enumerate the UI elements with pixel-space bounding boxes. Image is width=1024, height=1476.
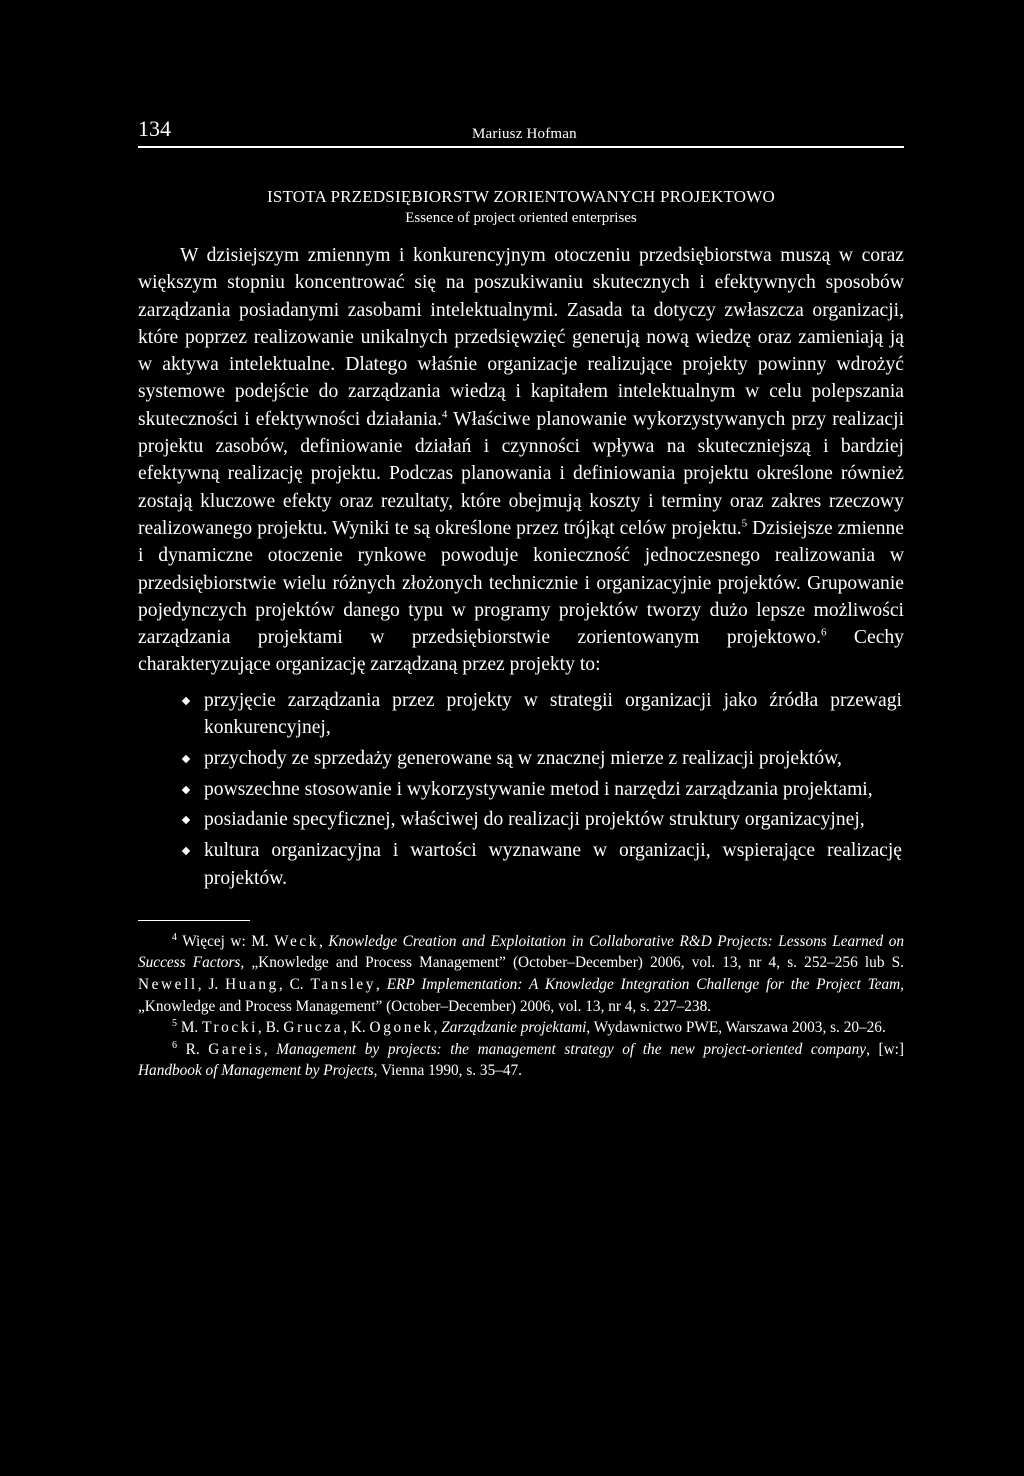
diamond-bullet-icon (182, 785, 190, 793)
footnote-text: , K. (343, 1019, 370, 1037)
features-list (138, 687, 904, 892)
footnote-text: , (376, 976, 387, 994)
footnote-divider (138, 920, 250, 921)
list-item (138, 745, 904, 772)
list-item (138, 687, 904, 742)
footnote-text: , B. (257, 1019, 284, 1037)
document-page (138, 110, 904, 1082)
footnote-4 (138, 931, 904, 1017)
footnote-text: , Vienna 1990, s. 35–47. (373, 1062, 523, 1080)
footnote-text: „Knowledge and Process Management” (October–December) 2006, vol. 13, nr 4, s. 227–238. (138, 997, 712, 1015)
page-header (138, 110, 904, 148)
diamond-bullet-icon (182, 755, 190, 763)
footnote-ref: 6 (820, 626, 827, 639)
footnote-5 (138, 1017, 904, 1039)
footnote-title: ERP Implementation: A Knowledge Integration Challenge for the Project Team, (386, 976, 904, 994)
footnote-author: Grucza (283, 1019, 344, 1037)
footnote-author: Tansley (310, 976, 377, 994)
body-text-part: Dzisiejsze zmienne i dynamiczne otoczenie rynkowe powoduje konieczność jednoczesnego realizowania w przedsiębiorstwie wielu różnych złożonych technicznie i organizacyjnie projektów. Grupowanie pojedynczych projektów danego typu w programy projektów tworzy dużo lepsze możliwości zarządzania projektami w przedsiębiorstwie zorientowanym projektowo. (138, 517, 904, 649)
footnote-author: Weck (274, 932, 320, 950)
diamond-bullet-icon (182, 847, 190, 855)
list-item-text: kultura organizacyjna i wartości wyznawane w organizacji, wspierające realizację projektów. (204, 840, 902, 889)
body-text-part: Właściwe planowanie wykorzystywanych przy realizacji projektu zasobów, definiowanie działań i czynności wpływa na skuteczniejszą i bardziej efektywną realizację projektu. Podczas planowania i definiowania projektu określone również zostają kluczowe efekty oraz rezultaty, które obejmują koszty i terminy oraz zakres rzeczowy realizowanego projektu. Wyniki te są określone przez trójkąt celów projektu. (138, 408, 905, 539)
body-paragraph (138, 242, 904, 679)
footnote-author: Ogonek (369, 1019, 434, 1037)
footnote-title: Handbook of Management by Projects (138, 1062, 374, 1080)
footnote-text: , C. (278, 976, 311, 994)
diamond-bullet-icon (182, 697, 190, 705)
list-item (138, 806, 904, 833)
section-subtitle: Essence of project oriented enterprises (405, 210, 637, 226)
footnote-text: , (263, 1040, 277, 1058)
list-item (138, 837, 904, 892)
footnote-6 (138, 1039, 904, 1082)
body-text-part: Cechy charakteryzujące organizację zarządzaną przez projekty to: (138, 627, 904, 676)
footnote-text: , (319, 932, 329, 950)
footnote-text: , [w:] (866, 1040, 904, 1058)
footnote-title: Zarządzanie projektami (441, 1019, 587, 1037)
footnote-author: Newell (138, 976, 198, 994)
body-text-part: W dzisiejszym zmiennym i konkurencyjnym otoczeniu przedsiębiorstwa muszą w coraz większym stopniu koncentrować się na poszukiwaniu skutecznych i efektywnych sposobów zarządzania posiadanymi zasobami intelektualnymi. Zasada ta dotyczy zwłaszcza organizacji, które poprzez realizowanie unikalnych przedsięwzięć generują nową wiedzę oraz zamieniają ją w aktywa intelektualne. Dlatego właśnie organizacje realizujące projekty powinny wdrożyć systemowe podejście do zarządzania wiedzą i kapitałem intelektualnym w celu polepszania skuteczności i efektywności działania. (138, 245, 904, 430)
footnote-text: R. (185, 1040, 209, 1058)
list-item-text: posiadanie specyficznej, właściwej do realizacji projektów struktury organizacyjnej, (204, 809, 865, 831)
list-item-text: przychody ze sprzedaży generowane są w znacznej mierze z realizacji projektów, (204, 747, 842, 769)
footnote-text: M. (180, 1019, 203, 1037)
running-head-author: Mariusz Hofman (472, 126, 577, 142)
diamond-bullet-icon (182, 816, 190, 824)
footnote-text: „Knowledge and Process Management” (October–December) 2006, vol. 13, nr 4, s. 252–256 lub S. (244, 954, 905, 972)
footnote-title: Management by projects: the management strategy of the new project-oriented company (276, 1040, 867, 1058)
list-item (138, 776, 904, 803)
footnote-text: , (433, 1019, 442, 1037)
list-item-text: przyjęcie zarządzania przez projekty w strategii organizacji jako źródła przewagi konkurencyjnej, (204, 689, 902, 739)
footnote-text: Więcej w: M. (182, 932, 275, 950)
footnote-author: Huang (225, 976, 279, 994)
footnote-text: , Wydawnictwo PWE, Warszawa 2003, s. 20–26. (586, 1019, 886, 1037)
footnote-ref: 5 (741, 517, 748, 530)
footnote-author: Gareis (208, 1040, 264, 1058)
footnote-text: , J. (197, 976, 226, 994)
footnote-number: 6 (172, 1039, 177, 1051)
footnote-author: Trocki (202, 1019, 258, 1037)
page-number: 134 (138, 116, 171, 141)
section-title: ISTOTA PRZEDSIĘBIORSTW ZORIENTOWANYCH PROJEKTOWO (266, 187, 776, 206)
footnote-number: 4 (172, 931, 177, 943)
footnote-ref: 4 (441, 408, 448, 421)
list-item-text: powszechne stosowanie i wykorzystywanie metod i narzędzi zarządzania projektami, (204, 778, 873, 800)
footnote-number: 5 (172, 1018, 177, 1030)
footnote-title: Knowledge Creation and Exploitation in Collaborative R&D Projects: Lessons Learned on Success Factors, (138, 932, 904, 972)
